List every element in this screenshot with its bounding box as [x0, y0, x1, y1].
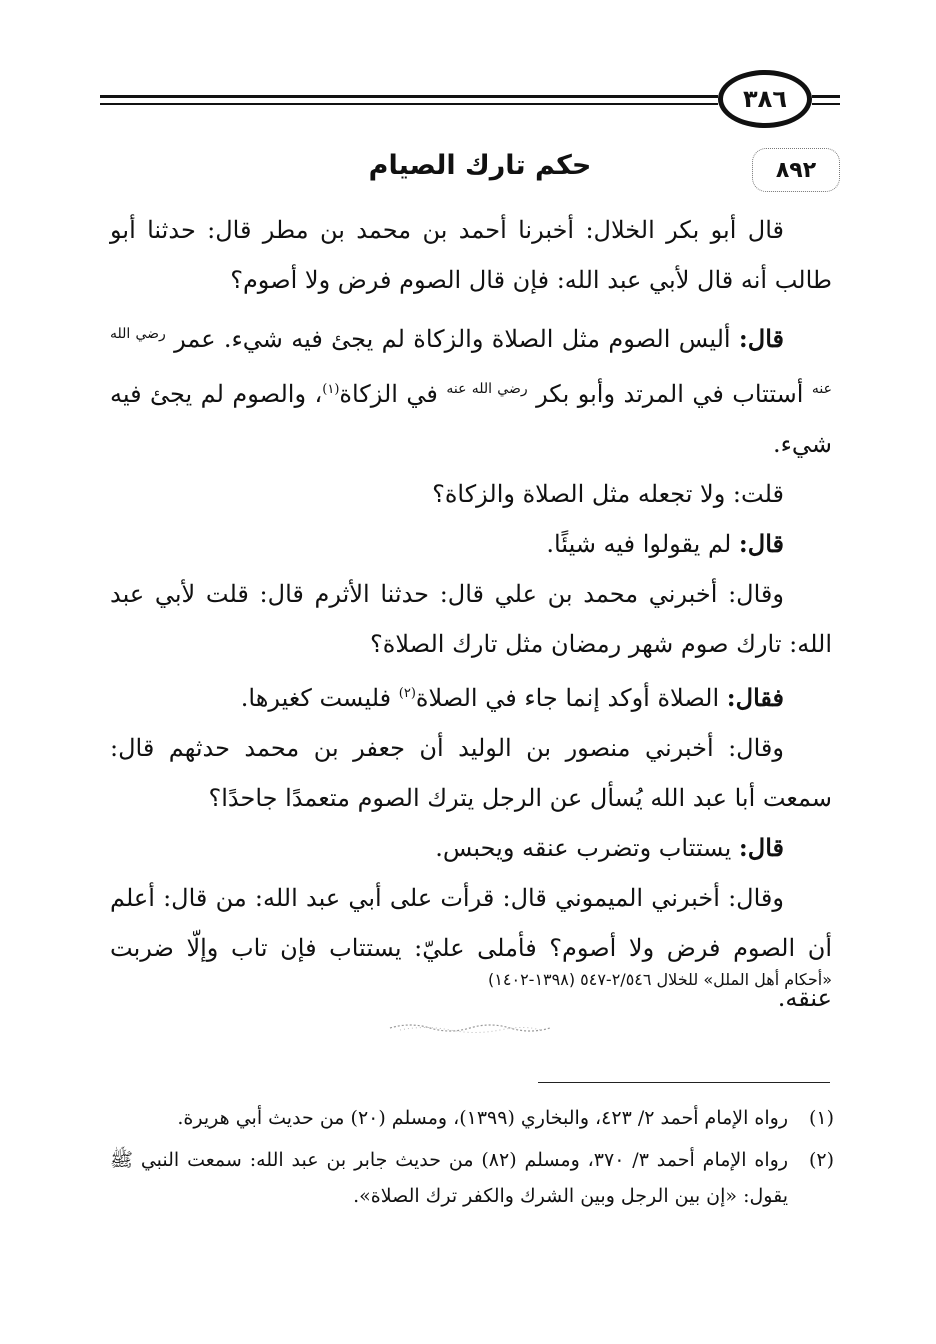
header-rule: [812, 103, 840, 105]
paragraph-text: يستتاب وتضرب عنقه ويحبس.: [435, 834, 739, 862]
section-title: حكم تارك الصيام: [368, 150, 592, 181]
paragraph: قال أبو بكر الخلال: أخبرنا أحمد بن محمد بن مطر قال: حدثنا أبو طالب أنه قال لأبي عبد الله: فإن قال الصوم فرض ولا أصوم؟: [110, 216, 832, 294]
paragraph-text: لم يقولوا فيه شيئًا.: [546, 530, 739, 558]
paragraph: [110, 519, 832, 569]
header-rule: [100, 103, 718, 105]
paragraph: وقال: أخبرني محمد بن علي قال: حدثنا الأثرم قال: قلت لأبي عبد الله: تارك صوم شهر رمضان مثل تارك الصلاة؟: [110, 580, 832, 658]
paragraph: [110, 309, 832, 469]
honorific-glyph: رضي الله عنه: [110, 326, 832, 397]
paragraph-text: الصلاة أوكد إنما جاء في الصلاة: [415, 684, 727, 712]
footnote-text: رواه الإمام أحمد ٣/ ٣٧٠، ومسلم (٨٢) من حديث جابر بن عبد الله: سمعت النبي ﷺ يقول: «إن بين الرجل وبين الشرك والكفر ترك الصلاة».: [110, 1149, 788, 1207]
speaker-label: قال:: [738, 833, 784, 862]
footnote-reference: (٢): [398, 686, 416, 701]
header-rule: [812, 95, 840, 98]
paragraph: وقال: أخبرني الميموني قال: قرأت على أبي عبد الله: من قال: أعلم أن الصوم فرض ولا أصوم؟ فأملى عليّ: يستتاب فإن تاب وإلّا ضربت عنقه.: [110, 884, 832, 1012]
header-rule: [100, 95, 718, 98]
paragraph-text: فليست كغيرها.: [240, 684, 399, 712]
speaker-label: قال:: [738, 529, 784, 558]
speaker-label: فقال:: [726, 683, 784, 712]
footnote-number: (٢): [808, 1149, 834, 1171]
section-number: ٨٩٢: [752, 148, 840, 192]
footnote-number: (١): [808, 1107, 834, 1129]
body-text: [110, 205, 832, 1023]
footnote-reference: (١): [322, 382, 340, 397]
footnote-text: رواه الإمام أحمد ٢/ ٤٢٣، والبخاري (١٣٩٩)، ومسلم (٢٠) من حديث أبي هريرة.: [177, 1107, 788, 1129]
section-heading: [100, 148, 840, 192]
honorific-glyph: رضي الله عنه: [446, 381, 528, 397]
paragraph: وقال: أخبرني منصور بن الوليد أن جعفر بن محمد حدثهم قال: سمعت أبا عبد الله يُسأل عن الرجل يترك الصوم متعمدًا جاحدًا؟: [110, 734, 832, 812]
footnote: [110, 1142, 834, 1214]
paragraph: قلت: ولا تجعله مثل الصلاة والزكاة؟: [432, 480, 784, 508]
paragraph-text: في الزكاة: [339, 380, 447, 408]
page-header: [100, 70, 840, 130]
paragraph-text: أستتاب في المرتد وأبو بكر: [527, 380, 812, 408]
ornament-divider: [380, 1022, 560, 1034]
ornament-icon: [380, 1022, 560, 1034]
paragraph-text: أليس الصوم مثل الصلاة والزكاة لم يجئ فيه شيء. عمر: [165, 325, 739, 353]
speaker-label: قال:: [738, 324, 784, 353]
source-citation: «أحكام أهل الملل» للخلال ٢/٥٤٦-٥٤٧ (١٣٩٨-١٤٠٢): [488, 970, 832, 989]
footnote-separator: [538, 1082, 830, 1083]
paragraph-text: ، والصوم لم يجئ فيه شيء.: [110, 380, 832, 458]
page-number: ٣٨٦: [718, 70, 812, 128]
paragraph: [110, 823, 832, 873]
paragraph: [110, 669, 832, 723]
footnotes: [110, 1100, 834, 1220]
footnote: [110, 1100, 834, 1136]
